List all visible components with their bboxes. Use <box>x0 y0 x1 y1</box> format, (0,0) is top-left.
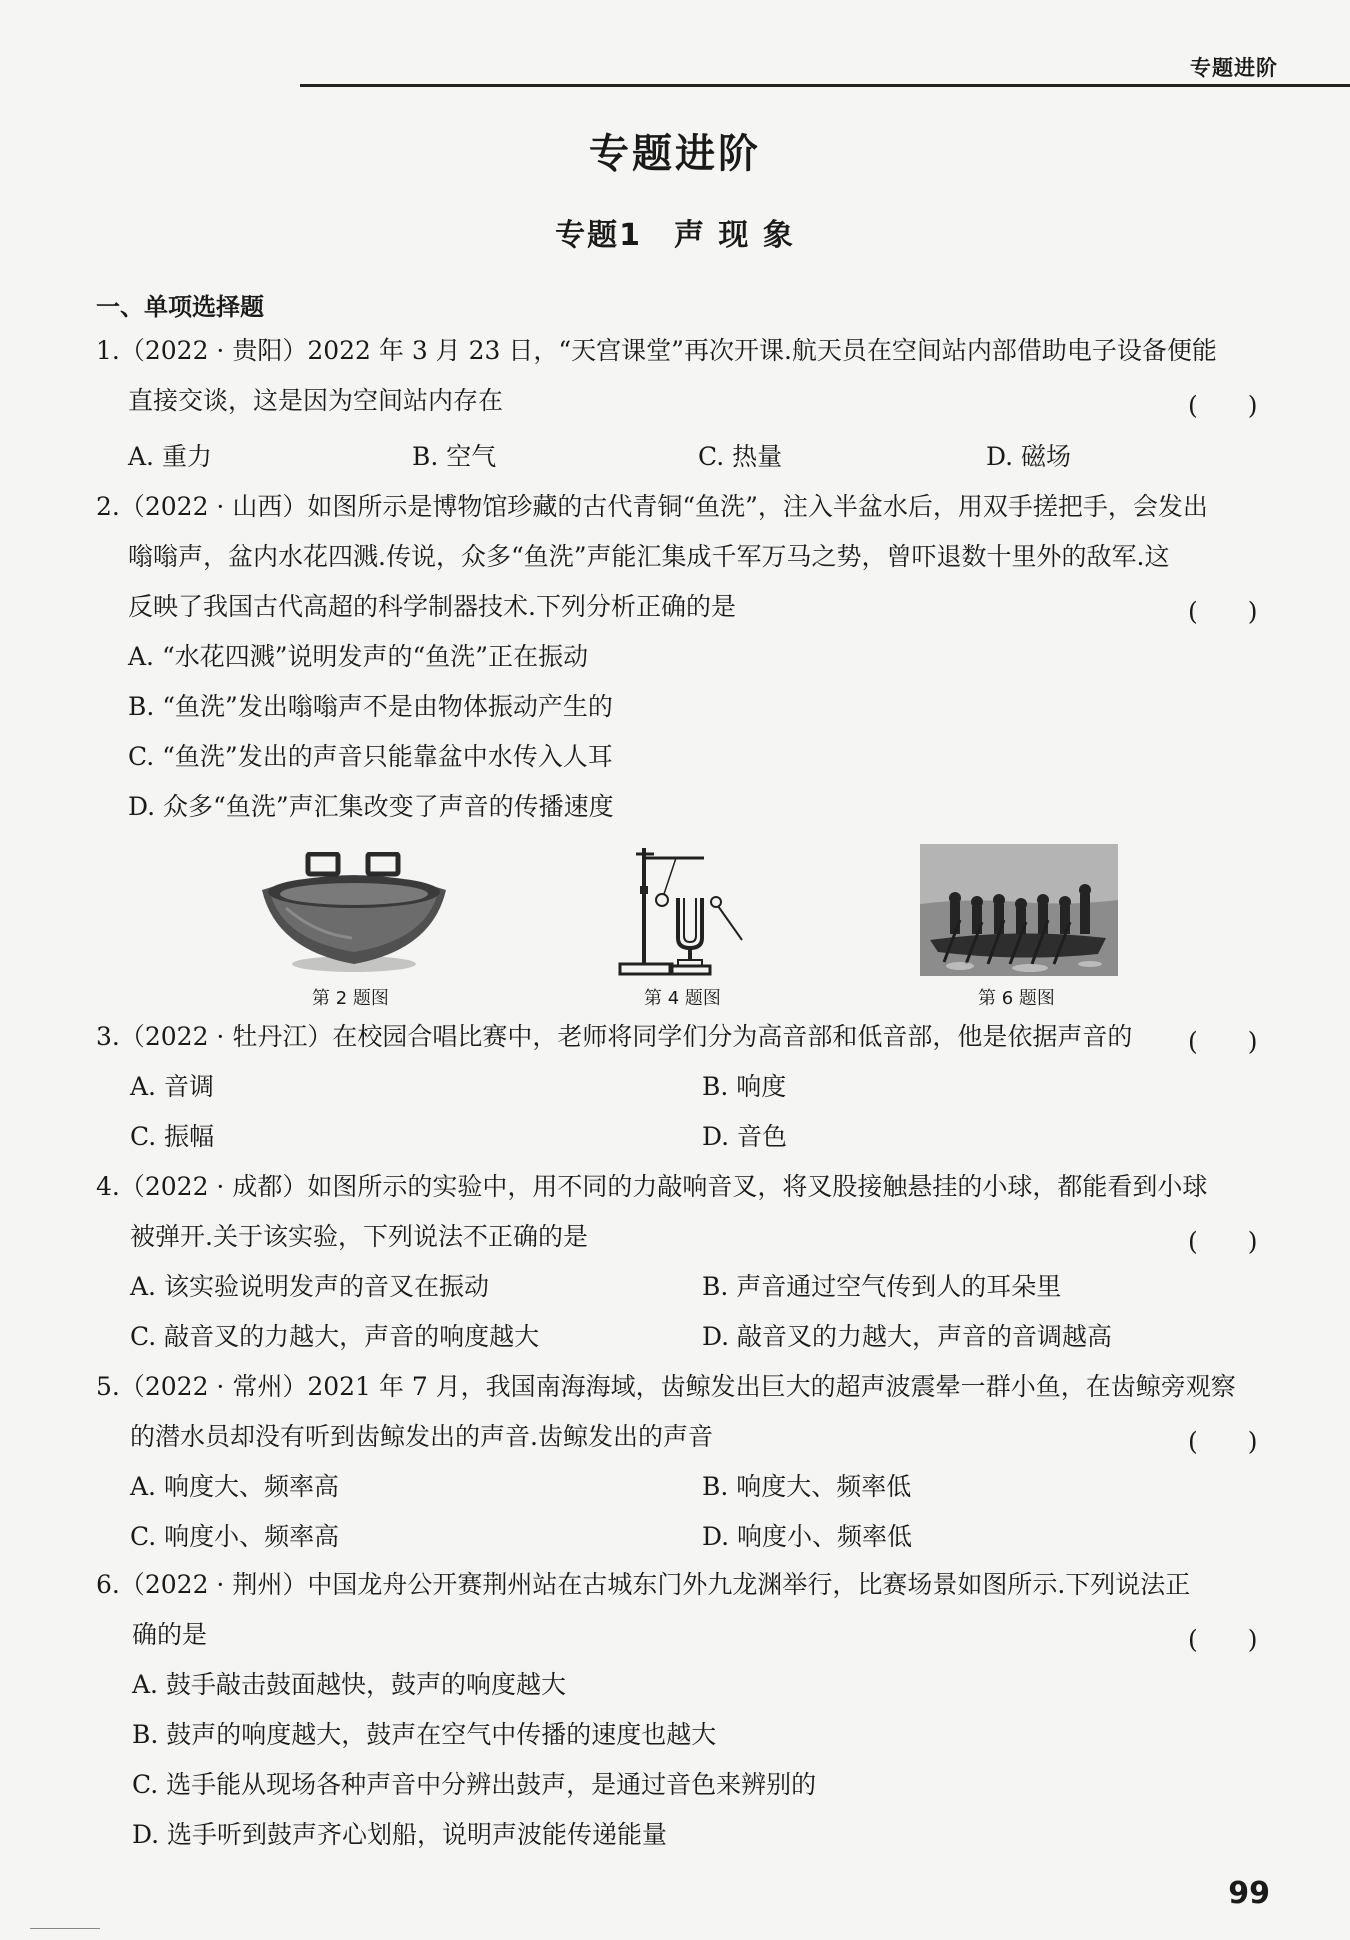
q3-answer-bracket: ( ) <box>1188 1027 1258 1056</box>
q4-option-a: A. 该实验说明发声的音叉在振动 <box>130 1272 489 1301</box>
q3-option-c: C. 振幅 <box>130 1122 215 1151</box>
q1-option-a: A. 重力 <box>128 442 212 471</box>
q5-option-b: B. 响度大、频率低 <box>702 1472 912 1501</box>
bronze-basin-icon <box>256 852 452 976</box>
figure-6-caption: 第 6 题图 <box>978 988 1055 1009</box>
q2-answer-bracket: ( ) <box>1188 597 1258 626</box>
running-header: 专题进阶 <box>1190 56 1278 80</box>
page-number: 99 <box>1228 1876 1270 1911</box>
q2-option-b: B. “鱼洗”发出嗡嗡声不是由物体振动产生的 <box>128 692 613 721</box>
q6-option-d: D. 选手听到鼓声齐心划船，说明声波能传递能量 <box>132 1820 668 1849</box>
q5-answer-bracket: ( ) <box>1188 1427 1258 1456</box>
q4-line-1: 4.（2022 · 成都）如图所示的实验中，用不同的力敲响音叉，将叉股接触悬挂的小球，都能看到小球 <box>96 1172 1208 1201</box>
q2-option-a: A. “水花四溅”说明发声的“鱼洗”正在振动 <box>128 642 589 671</box>
q4-answer-bracket: ( ) <box>1188 1227 1258 1256</box>
q1-line-2: 直接交谈，这是因为空间站内存在 <box>128 386 504 415</box>
footer-rule <box>30 1928 100 1929</box>
q5-option-c: C. 响度小、频率高 <box>130 1522 340 1551</box>
q2-option-c: C. “鱼洗”发出的声音只能靠盆中水传入人耳 <box>128 742 613 771</box>
q6-option-a: A. 鼓手敲击鼓面越快，鼓声的响度越大 <box>132 1670 566 1699</box>
q6-answer-bracket: ( ) <box>1188 1625 1258 1654</box>
header-rule <box>300 84 1350 87</box>
q6-option-c: C. 选手能从现场各种声音中分辨出鼓声，是通过音色来辨别的 <box>132 1770 817 1799</box>
q1-answer-bracket: ( ) <box>1188 391 1258 420</box>
tuning-fork-icon <box>614 842 760 978</box>
figure-4-caption: 第 4 题图 <box>644 988 721 1009</box>
figure-2-caption: 第 2 题图 <box>312 988 389 1009</box>
q3-option-a: A. 音调 <box>130 1072 214 1101</box>
q2-line-1: 2.（2022 · 山西）如图所示是博物馆珍藏的古代青铜“鱼洗”，注入半盆水后，用双手搓把手，会发出 <box>96 492 1208 521</box>
q1-line-1: 1.（2022 · 贵阳）2022 年 3 月 23 日，“天宫课堂”再次开课.航天员在空间站内部借助电子设备便能 <box>96 336 1217 365</box>
q4-line-2: 被弹开.关于该实验，下列说法不正确的是 <box>130 1222 588 1251</box>
q3-option-b: B. 响度 <box>702 1072 787 1101</box>
dragon-boat-photo-icon <box>920 844 1118 976</box>
q4-option-b: B. 声音通过空气传到人的耳朵里 <box>702 1272 1062 1301</box>
q3-option-d: D. 音色 <box>702 1122 788 1151</box>
q5-option-a: A. 响度大、频率高 <box>130 1472 339 1501</box>
q2-line-3: 反映了我国古代高超的科学制器技术.下列分析正确的是 <box>128 592 736 621</box>
q5-line-2: 的潜水员却没有听到齿鲸发出的声音.齿鲸发出的声音 <box>130 1422 713 1451</box>
q1-option-d: D. 磁场 <box>986 442 1072 471</box>
q4-option-d: D. 敲音叉的力越大，声音的音调越高 <box>702 1322 1113 1351</box>
page-title: 专题进阶 <box>589 131 761 177</box>
q5-option-d: D. 响度小、频率低 <box>702 1522 913 1551</box>
q3-line-1: 3.（2022 · 牡丹江）在校园合唱比赛中，老师将同学们分为高音部和低音部，他是依据声音的 <box>96 1022 1133 1051</box>
q2-option-d: D. 众多“鱼洗”声汇集改变了声音的传播速度 <box>128 792 614 821</box>
q1-option-c: C. 热量 <box>698 442 783 471</box>
q1-option-b: B. 空气 <box>412 442 497 471</box>
q4-option-c: C. 敲音叉的力越大，声音的响度越大 <box>130 1322 540 1351</box>
q6-line-1: 6.（2022 · 荆州）中国龙舟公开赛荆州站在古城东门外九龙渊举行，比赛场景如图所示.下列说法正 <box>96 1570 1191 1599</box>
topic-title: 专题1 声 现 象 <box>555 218 795 253</box>
section-heading: 一、单项选择题 <box>96 293 264 321</box>
q2-line-2: 嗡嗡声，盆内水花四溅.传说，众多“鱼洗”声能汇集成千军万马之势，曾吓退数十里外的敌军.这 <box>128 542 1170 571</box>
q5-line-1: 5.（2022 · 常州）2021 年 7 月，我国南海海域，齿鲸发出巨大的超声波震晕一群小鱼，在齿鲸旁观察 <box>96 1372 1236 1401</box>
q6-option-b: B. 鼓声的响度越大，鼓声在空气中传播的速度也越大 <box>132 1720 717 1749</box>
q6-line-2: 确的是 <box>132 1620 208 1649</box>
